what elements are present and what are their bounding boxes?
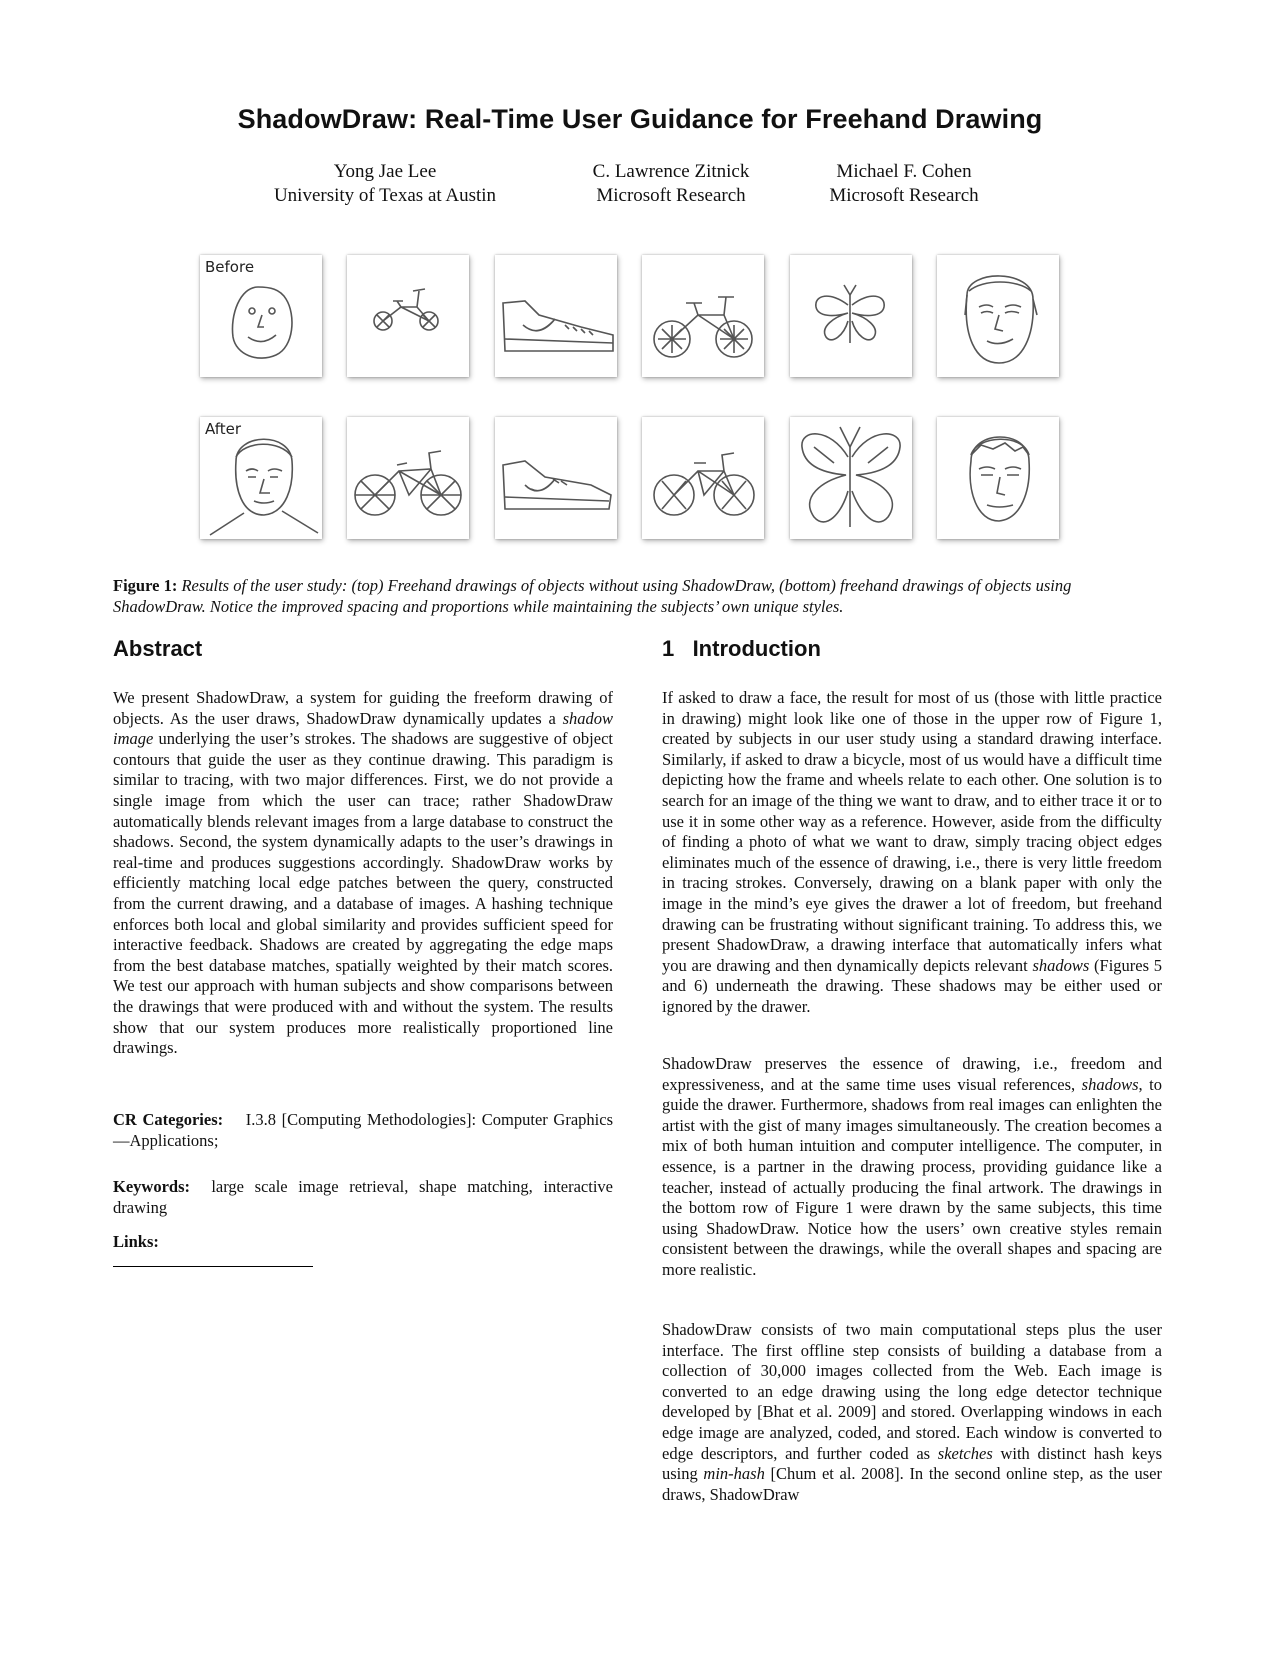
footnote-rule (113, 1266, 313, 1267)
caption-label: Figure 1: (113, 576, 178, 595)
author-1 (265, 160, 505, 208)
author-name: Yong Jae Lee (333, 161, 437, 182)
author-name: Michael F. Cohen (836, 161, 972, 182)
before-face-drawing-2 (937, 255, 1059, 377)
before-face-drawing (200, 255, 322, 377)
intro-paragraph-1: If asked to draw a face, the result for most of us (those with little practice in drawing) might look like one of those in the upper row of Figure 1, created by subjects in our user study using a standard drawing interface. Similarly, if asked to draw a bicycle, most of us would have a difficult time depicting how the frame and wheels relate to each other. One solution is to search for an image of the thing we want to draw, and to either trace it or to use it in some other way as a reference. However, aside from the difficulty of finding a photo of what we want to draw, simply tracing object edges eliminates much of the essence of drawing, i.e., there is very little freedom in tracing strokes. Conversely, drawing on a blank paper with only the image in the mind’s eye gives the drawer a lot of freedom, but freehand drawing can be frustrating without significant training. To address this, we present ShadowDraw, a drawing interface that automatically infers what you are drawing and then dynamically depicts relevant shadows (Figures 5 and 6) underneath the drawing. These shadows may be either used or ignored by the drawer. (662, 688, 1162, 1016)
caption-text: Results of the user study: (top) Freehand drawings of objects without using ShadowDraw, (bottom) freehand drawings of objects using ShadowDraw. Notice the improved spacing and proportions while maintaining the subjects’ own unique styles. (113, 576, 1072, 616)
before-label: Before (205, 258, 255, 276)
after-butterfly-drawing (790, 417, 912, 539)
author-2 (571, 160, 771, 208)
cr-categories (113, 1110, 613, 1151)
intro-paragraph-3: ShadowDraw consists of two main computational steps plus the user interface. The first offline step consists of building a database from a collection of 30,000 images collected from the Web. Each image is converted to an edge drawing using the long edge detector technique developed by [Bhat et al. 2009] and stored. Overlapping windows in each edge image are analyzed, coded, and stored. Each window is converted to edge descriptors, and further coded as sketches with distinct hash keys using min-hash [Chum et al. 2008]. In the second online step, as the user draws, ShadowDraw (662, 1320, 1163, 1504)
before-butterfly-drawing (790, 255, 912, 377)
after-shoe-drawing (495, 417, 617, 539)
author-affiliation: Microsoft Research (596, 185, 746, 206)
cr-text: I.3.8 [Computing Methodologies]: Computer Graphics—Applications; (113, 1110, 613, 1150)
author-affiliation: University of Texas at Austin (273, 185, 497, 206)
after-bicycle-drawing (347, 417, 469, 539)
intro-paragraph-2: ShadowDraw preserves the essence of drawing, i.e., freedom and expressiveness, and at the same time uses visual references, shadows, to guide the drawer. Furthermore, shadows from real images can enlighten the artist with the gist of many images simultaneously. The creation becomes a mix of both human intuition and computer intelligence. The computer, in essence, is a partner in the drawing process, providing guidance like a teacher, instead of actually producing the final artwork. The drawings in the bottom row of Figure 1 were drawn by the same subjects, this time using ShadowDraw. Notice how the users’ own creative styles remain consistent between the drawings, while the overall shapes and spacing are more realistic. (662, 1054, 1162, 1279)
author-affiliation: Microsoft Research (829, 185, 979, 206)
introduction-heading: 1 Introduction (662, 636, 821, 661)
links (113, 1232, 613, 1253)
keywords-label: Keywords: (113, 1177, 190, 1196)
cr-label: CR Categories: (113, 1110, 224, 1129)
abstract-heading: Abstract (113, 636, 203, 661)
before-bicycle-drawing (347, 255, 469, 377)
keywords-text: large scale image retrieval, shape matching, interactive drawing (113, 1177, 614, 1217)
author-name: C. Lawrence Zitnick (592, 161, 750, 182)
author-3 (814, 160, 994, 208)
after-bicycle-drawing-2 (642, 417, 764, 539)
before-shoe-drawing (495, 255, 617, 377)
after-label: After (205, 420, 242, 438)
keywords (113, 1177, 613, 1218)
after-face-drawing-2 (937, 417, 1059, 539)
after-face-drawing (200, 417, 322, 539)
paper-title: ShadowDraw: Real-Time User Guidance for Freehand Drawing (237, 104, 1043, 134)
links-label: Links: (113, 1232, 159, 1251)
before-bicycle-drawing-2 (642, 255, 764, 377)
figure-caption (113, 575, 1167, 617)
abstract-paragraph: We present ShadowDraw, a system for guiding the freeform drawing of objects. As the user draws, ShadowDraw dynamically updates a shadow image underlying the user’s strokes. The shadows are suggestive of object contours that guide the user as they continue drawing. This paradigm is similar to tracing, with two major differences. First, we do not provide a single image from which the user can trace; rather ShadowDraw automatically blends relevant images from a large database to construct the shadows. Second, the system dynamically adapts to the user’s drawings in real-time and produces suggestions accordingly. ShadowDraw works by efficiently matching local edge patches between the query, constructed from the current drawing, and a database of images. A hashing technique enforces both local and global similarity and provides sufficient speed for interactive feedback. Shadows are created by aggregating the edge maps from the best database matches, spatially weighted by their match scores. We test our approach with human subjects and show comparisons between the drawings that were produced with and without the system. The results show that our system produces more realistically proportioned line drawings. (113, 688, 613, 1058)
